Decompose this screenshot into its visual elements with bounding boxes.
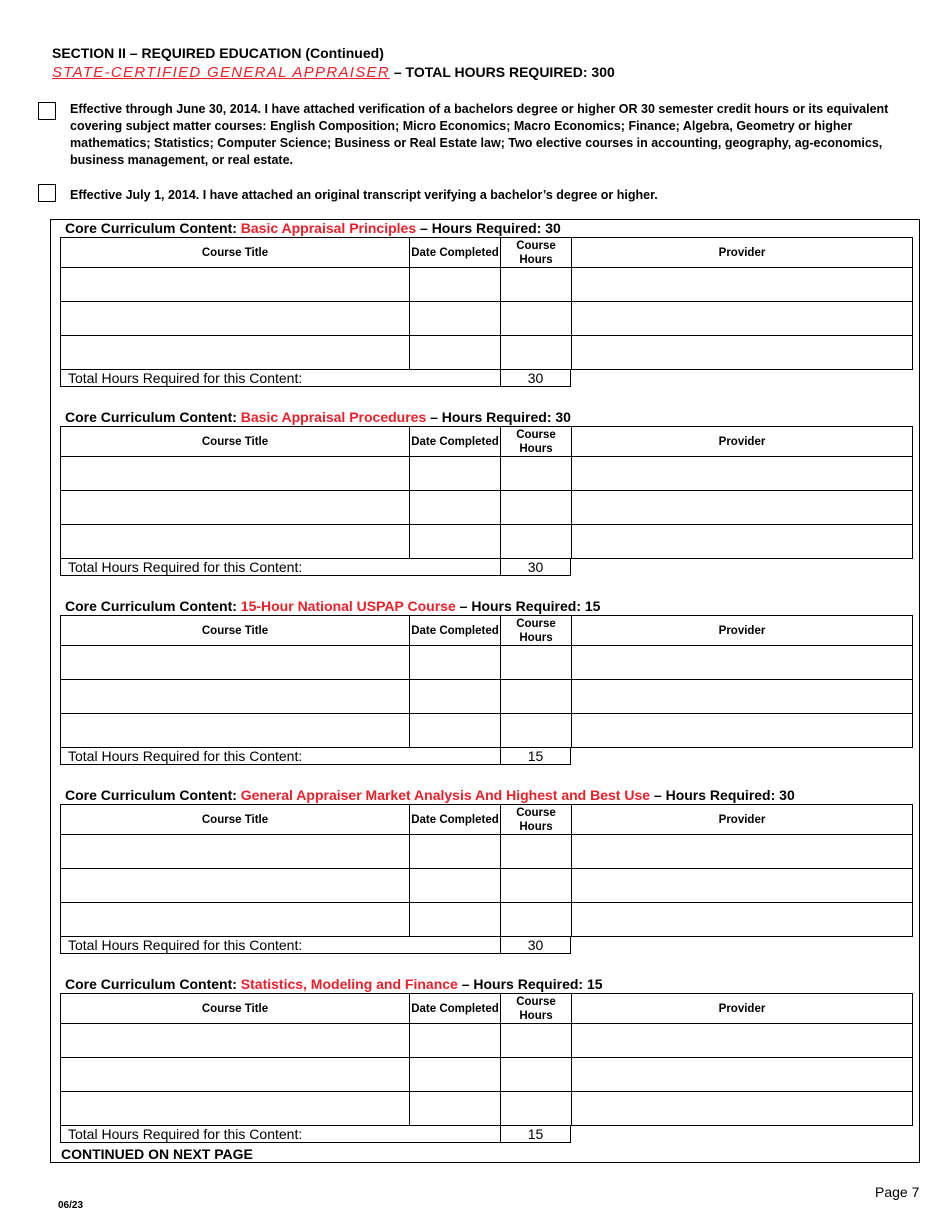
- provider-cell[interactable]: [572, 1024, 913, 1058]
- table-row: [61, 680, 913, 714]
- table-row: [61, 268, 913, 302]
- block-heading: [60, 975, 913, 993]
- course-hours-cell[interactable]: [501, 1092, 572, 1126]
- course-table: [60, 615, 913, 748]
- date-completed-cell[interactable]: [410, 1092, 501, 1126]
- course-hours-cell[interactable]: [501, 1058, 572, 1092]
- table-row: [61, 1058, 913, 1092]
- total-hours-row: [60, 559, 571, 576]
- table-header: [61, 994, 913, 1024]
- option-2-checkbox[interactable]: [38, 184, 56, 202]
- date-completed-cell[interactable]: [410, 525, 501, 559]
- curriculum-block: [60, 597, 913, 765]
- course-table: [60, 237, 913, 370]
- page-number: Page 7: [875, 1184, 920, 1200]
- curriculum-block: [60, 786, 913, 954]
- curriculum-block: [60, 975, 913, 1143]
- table-row: [61, 457, 913, 491]
- course-title-cell[interactable]: [61, 714, 410, 748]
- col-date-completed: Date Completed: [410, 616, 501, 646]
- course-title-cell[interactable]: [61, 903, 410, 937]
- section-title: SECTION II – REQUIRED EDUCATION (Continued): [52, 45, 384, 61]
- col-provider: Provider: [572, 616, 913, 646]
- curriculum-block: [60, 219, 913, 387]
- date-completed-cell[interactable]: [410, 268, 501, 302]
- course-title-cell[interactable]: [61, 1058, 410, 1092]
- course-title-cell[interactable]: [61, 491, 410, 525]
- block-content-name: 15-Hour National USPAP Course: [240, 598, 456, 614]
- date-completed-cell[interactable]: [410, 903, 501, 937]
- block-content-name: Basic Appraisal Procedures: [240, 409, 427, 425]
- block-heading: [60, 408, 913, 426]
- table-row: [61, 1092, 913, 1126]
- col-course-hours: Course Hours: [501, 427, 572, 457]
- block-prefix: Core Curriculum Content:: [65, 409, 241, 425]
- total-hours-value: 15: [527, 748, 544, 764]
- course-hours-cell[interactable]: [501, 457, 572, 491]
- provider-cell[interactable]: [572, 525, 913, 559]
- col-course-hours: Course Hours: [501, 616, 572, 646]
- course-hours-cell[interactable]: [501, 714, 572, 748]
- col-course-title: Course Title: [61, 427, 410, 457]
- provider-cell[interactable]: [572, 680, 913, 714]
- table-row: [61, 336, 913, 370]
- block-hours-required: – Hours Required: 30: [426, 409, 571, 425]
- col-course-title: Course Title: [61, 994, 410, 1024]
- block-prefix: Core Curriculum Content:: [65, 976, 241, 992]
- provider-cell[interactable]: [572, 1092, 913, 1126]
- date-completed-cell[interactable]: [410, 835, 501, 869]
- course-title-cell[interactable]: [61, 646, 410, 680]
- date-completed-cell[interactable]: [410, 714, 501, 748]
- total-hours-row: [60, 1126, 571, 1143]
- course-hours-cell[interactable]: [501, 680, 572, 714]
- course-hours-cell[interactable]: [501, 525, 572, 559]
- date-completed-cell[interactable]: [410, 869, 501, 903]
- date-completed-cell[interactable]: [410, 646, 501, 680]
- license-heading: [52, 64, 615, 81]
- block-prefix: Core Curriculum Content:: [65, 787, 241, 803]
- course-title-cell[interactable]: [61, 835, 410, 869]
- table-row: [61, 646, 913, 680]
- continued-note: CONTINUED ON NEXT PAGE: [61, 1146, 253, 1162]
- provider-cell[interactable]: [572, 903, 913, 937]
- provider-cell[interactable]: [572, 491, 913, 525]
- provider-cell[interactable]: [572, 1058, 913, 1092]
- option-1-text: Effective through June 30, 2014. I have attached verification of a bachelors degree or higher OR 30 semester credit hours or its equivalent covering subject matter courses: English Composition; Micro Economics; Macro Economics; Finance; Algebra, Geometry or higher mathematics; Statistics; Computer Science; Business or Real Estate law; Two elective courses in accounting, geography, ag-economics, business management, or real estate.: [70, 102, 889, 167]
- block-prefix: Core Curriculum Content:: [65, 598, 241, 614]
- total-hours-value: 30: [527, 937, 544, 953]
- option-2-text: Effective July 1, 2014. I have attached an original transcript verifying a bachelor’s degree or higher.: [70, 188, 658, 202]
- course-hours-cell[interactable]: [501, 336, 572, 370]
- block-content-name: Statistics, Modeling and Finance: [240, 976, 458, 992]
- course-title-cell[interactable]: [61, 680, 410, 714]
- date-completed-cell[interactable]: [410, 457, 501, 491]
- course-hours-cell[interactable]: [501, 302, 572, 336]
- table-row: [61, 491, 913, 525]
- course-table: [60, 993, 913, 1126]
- table-row: [61, 903, 913, 937]
- table-header: [61, 616, 913, 646]
- course-hours-cell[interactable]: [501, 491, 572, 525]
- course-table: [60, 804, 913, 937]
- table-row: [61, 714, 913, 748]
- table-row: [61, 869, 913, 903]
- block-heading: [60, 597, 913, 615]
- date-completed-cell[interactable]: [410, 491, 501, 525]
- col-provider: Provider: [572, 238, 913, 268]
- table-header: [61, 805, 913, 835]
- table-row: [61, 525, 913, 559]
- col-course-title: Course Title: [61, 616, 410, 646]
- provider-cell[interactable]: [572, 268, 913, 302]
- col-course-title: Course Title: [61, 805, 410, 835]
- total-hours-value: 15: [527, 1126, 544, 1142]
- total-hours-row: [60, 937, 571, 954]
- course-title-cell[interactable]: [61, 869, 410, 903]
- table-row: [61, 302, 913, 336]
- course-title-cell[interactable]: [61, 302, 410, 336]
- col-date-completed: Date Completed: [410, 427, 501, 457]
- total-hours-label: Total Hours Required for this Content:: [61, 748, 501, 764]
- date-completed-cell[interactable]: [410, 1058, 501, 1092]
- col-date-completed: Date Completed: [410, 238, 501, 268]
- provider-cell[interactable]: [572, 457, 913, 491]
- course-table: [60, 426, 913, 559]
- total-hours-label: Total Hours Required for this Content:: [61, 370, 501, 386]
- course-title-cell[interactable]: [61, 1092, 410, 1126]
- revision-date: 06/23: [58, 1200, 84, 1211]
- license-type: STATE-CERTIFIED GENERAL APPRAISER: [52, 64, 390, 81]
- course-hours-cell[interactable]: [501, 903, 572, 937]
- table-row: [61, 835, 913, 869]
- block-heading: [60, 219, 913, 237]
- date-completed-cell[interactable]: [410, 1024, 501, 1058]
- course-title-cell[interactable]: [61, 268, 410, 302]
- course-hours-cell[interactable]: [501, 1024, 572, 1058]
- total-hours-label: Total Hours Required for this Content:: [61, 1126, 501, 1142]
- col-provider: Provider: [572, 427, 913, 457]
- block-hours-required: – Hours Required: 30: [416, 220, 561, 236]
- provider-cell[interactable]: [572, 646, 913, 680]
- col-course-hours: Course Hours: [501, 805, 572, 835]
- block-hours-required: – Hours Required: 15: [455, 598, 601, 614]
- block-content-name: Basic Appraisal Principles: [240, 220, 417, 236]
- course-title-cell[interactable]: [61, 457, 410, 491]
- date-completed-cell[interactable]: [410, 302, 501, 336]
- date-completed-cell[interactable]: [410, 680, 501, 714]
- table-header: [61, 238, 913, 268]
- course-title-cell[interactable]: [61, 525, 410, 559]
- course-title-cell[interactable]: [61, 1024, 410, 1058]
- total-hours-value: 30: [527, 370, 544, 386]
- col-provider: Provider: [572, 805, 913, 835]
- date-completed-cell[interactable]: [410, 336, 501, 370]
- total-hours-value: 30: [527, 559, 544, 575]
- provider-cell[interactable]: [572, 302, 913, 336]
- block-hours-required: – Hours Required: 15: [457, 976, 603, 992]
- col-course-hours: Course Hours: [501, 994, 572, 1024]
- block-heading: [60, 786, 913, 804]
- col-course-title: Course Title: [61, 238, 410, 268]
- provider-cell[interactable]: [572, 336, 913, 370]
- col-date-completed: Date Completed: [410, 805, 501, 835]
- provider-cell[interactable]: [572, 869, 913, 903]
- course-hours-cell[interactable]: [501, 268, 572, 302]
- block-hours-required: – Hours Required: 30: [650, 787, 795, 803]
- provider-cell[interactable]: [572, 714, 913, 748]
- total-hours-row: [60, 370, 571, 387]
- block-content-name: General Appraiser Market Analysis And Highest and Best Use: [240, 787, 651, 803]
- table-header: [61, 427, 913, 457]
- curriculum-block: [60, 408, 913, 576]
- provider-cell[interactable]: [572, 835, 913, 869]
- total-hours-required: – TOTAL HOURS REQUIRED: 300: [389, 64, 615, 80]
- course-hours-cell[interactable]: [501, 869, 572, 903]
- course-hours-cell[interactable]: [501, 646, 572, 680]
- col-course-hours: Course Hours: [501, 238, 572, 268]
- total-hours-row: [60, 748, 571, 765]
- course-hours-cell[interactable]: [501, 835, 572, 869]
- course-title-cell[interactable]: [61, 336, 410, 370]
- table-row: [61, 1024, 913, 1058]
- col-date-completed: Date Completed: [410, 994, 501, 1024]
- total-hours-label: Total Hours Required for this Content:: [61, 937, 501, 953]
- total-hours-label: Total Hours Required for this Content:: [61, 559, 501, 575]
- col-provider: Provider: [572, 994, 913, 1024]
- option-1-checkbox[interactable]: [38, 102, 56, 120]
- block-prefix: Core Curriculum Content:: [65, 220, 241, 236]
